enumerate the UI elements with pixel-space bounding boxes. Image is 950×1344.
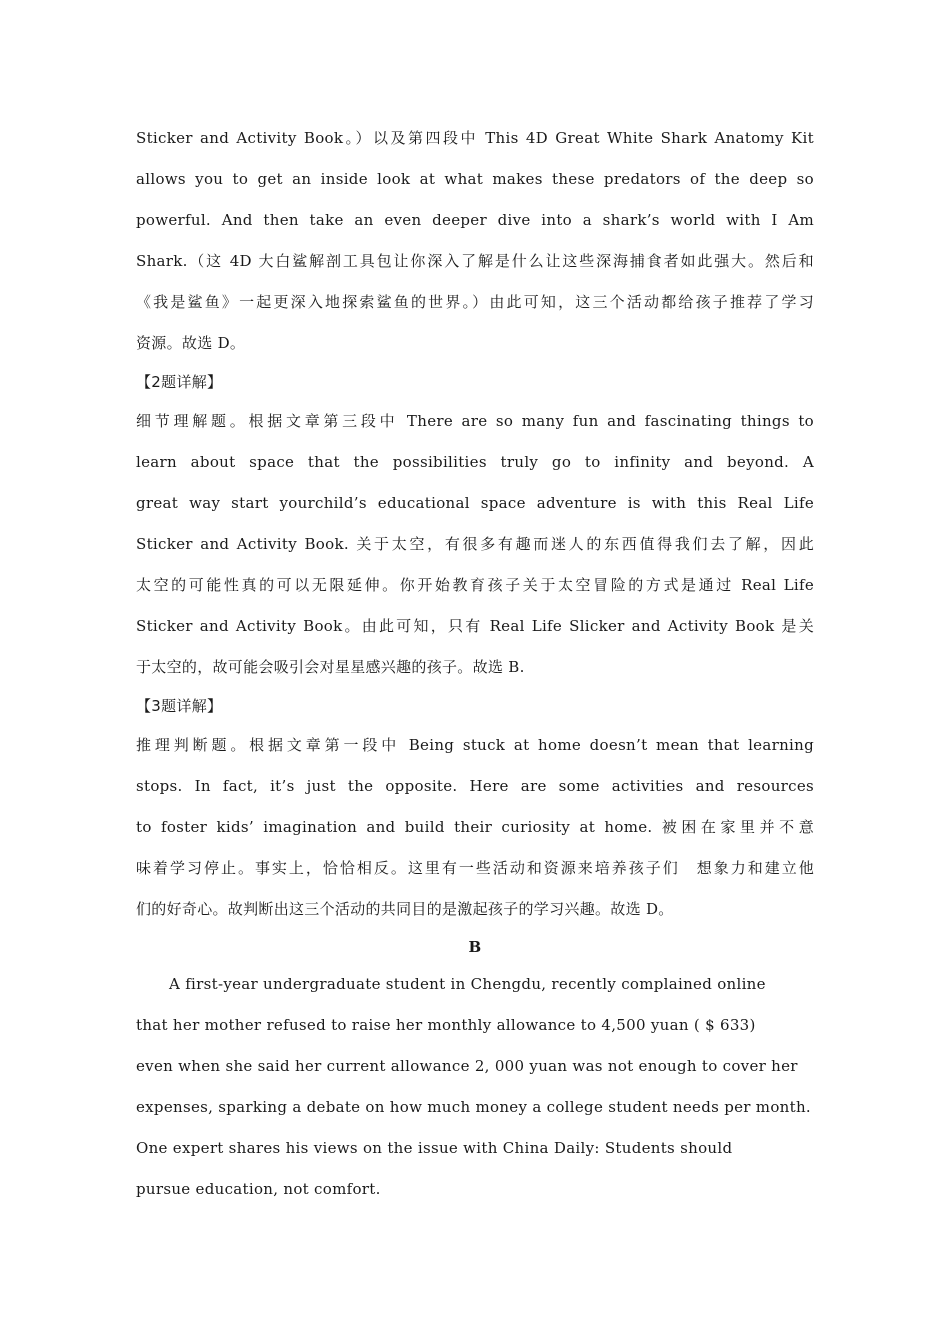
- text-line: even when she said her current allowance 2, 000 yuan was not enough to cover her: [136, 1057, 798, 1075]
- text-line: stops. In fact, it’s just the opposite. Here are some activities and resources: [136, 777, 814, 795]
- text-line: allows you to get an inside look at what makes these predators of the deep so: [136, 170, 814, 188]
- document-page: [136, 118, 814, 1210]
- text-line: Sticker and Activity Book。）以及第四段中 This 4D Great White Shark Anatomy Kit: [136, 129, 814, 147]
- text-line: 推理判断题。根据文章第一段中 Being stuck at home doesn’t mean that learning: [136, 736, 814, 754]
- text-line: expenses, sparking a debate on how much money a college student needs per month.: [136, 1098, 811, 1116]
- text-line: 于太空的，故可能会吸引会对星星感兴趣的孩子。故选 B.: [136, 658, 525, 676]
- text-line: Shark.（这 4D 大白鲨解剖工具包让你深入了解是什么让这些深海捕食者如此强大。然后和: [136, 252, 814, 270]
- text-line: powerful. And then take an even deeper dive into a shark’s world with I Am: [136, 211, 814, 229]
- passage-b-paragraph: [136, 964, 814, 1210]
- question-2-heading: 【2题详解】: [136, 373, 223, 391]
- text-line: pursue education, not comfort.: [136, 1180, 381, 1198]
- text-line: that her mother refused to raise her monthly allowance to 4,500 yuan ( $ 633): [136, 1016, 756, 1034]
- text-line: 们的好奇心。故判断出这三个活动的共同目的是激起孩子的学习兴趣。故选 D。: [136, 900, 674, 918]
- text-line: Sticker and Activity Book. 关于太空，有很多有趣而迷人的东西值得我们去了解，因此: [136, 535, 814, 553]
- text-line: to foster kids’ imagination and build their curiosity at home. 被困在家里并不意: [136, 818, 814, 836]
- text-line: great way start yourchild’s educational space adventure is with this Real Life: [136, 494, 814, 512]
- question-3-explanation: [136, 725, 814, 930]
- text-line: Sticker and Activity Book。由此可知，只有 Real Life Slicker and Activity Book 是关: [136, 617, 814, 635]
- text-line: 太空的可能性真的可以无限延伸。你开始教育孩子关于太空冒险的方式是通过 Real Life: [136, 576, 814, 594]
- text-line: 《我是鲨鱼》一起更深入地探索鲨鱼的世界。）由此可知，这三个活动都给孩子推荐了学习: [136, 293, 814, 311]
- text-line: 资源。故选 D。: [136, 334, 246, 352]
- text-line: learn about space that the possibilities truly go to infinity and beyond. A: [136, 453, 814, 471]
- text-line: A first-year undergraduate student in Chengdu, recently complained online: [169, 975, 766, 993]
- question-3-heading: 【3题详解】: [136, 697, 223, 715]
- question-2-explanation: [136, 401, 814, 688]
- answer-explanation-paragraph: [136, 118, 814, 364]
- text-line: 细节理解题。根据文章第三段中 There are so many fun and fascinating things to: [136, 412, 814, 430]
- text-line: 味着学习停止。事实上，恰恰相反。这里有一些活动和资源来培养孩子们 想象力和建立他: [136, 859, 814, 877]
- section-b-heading: B: [468, 938, 482, 956]
- text-line: One expert shares his views on the issue with China Daily: Students should: [136, 1139, 733, 1157]
